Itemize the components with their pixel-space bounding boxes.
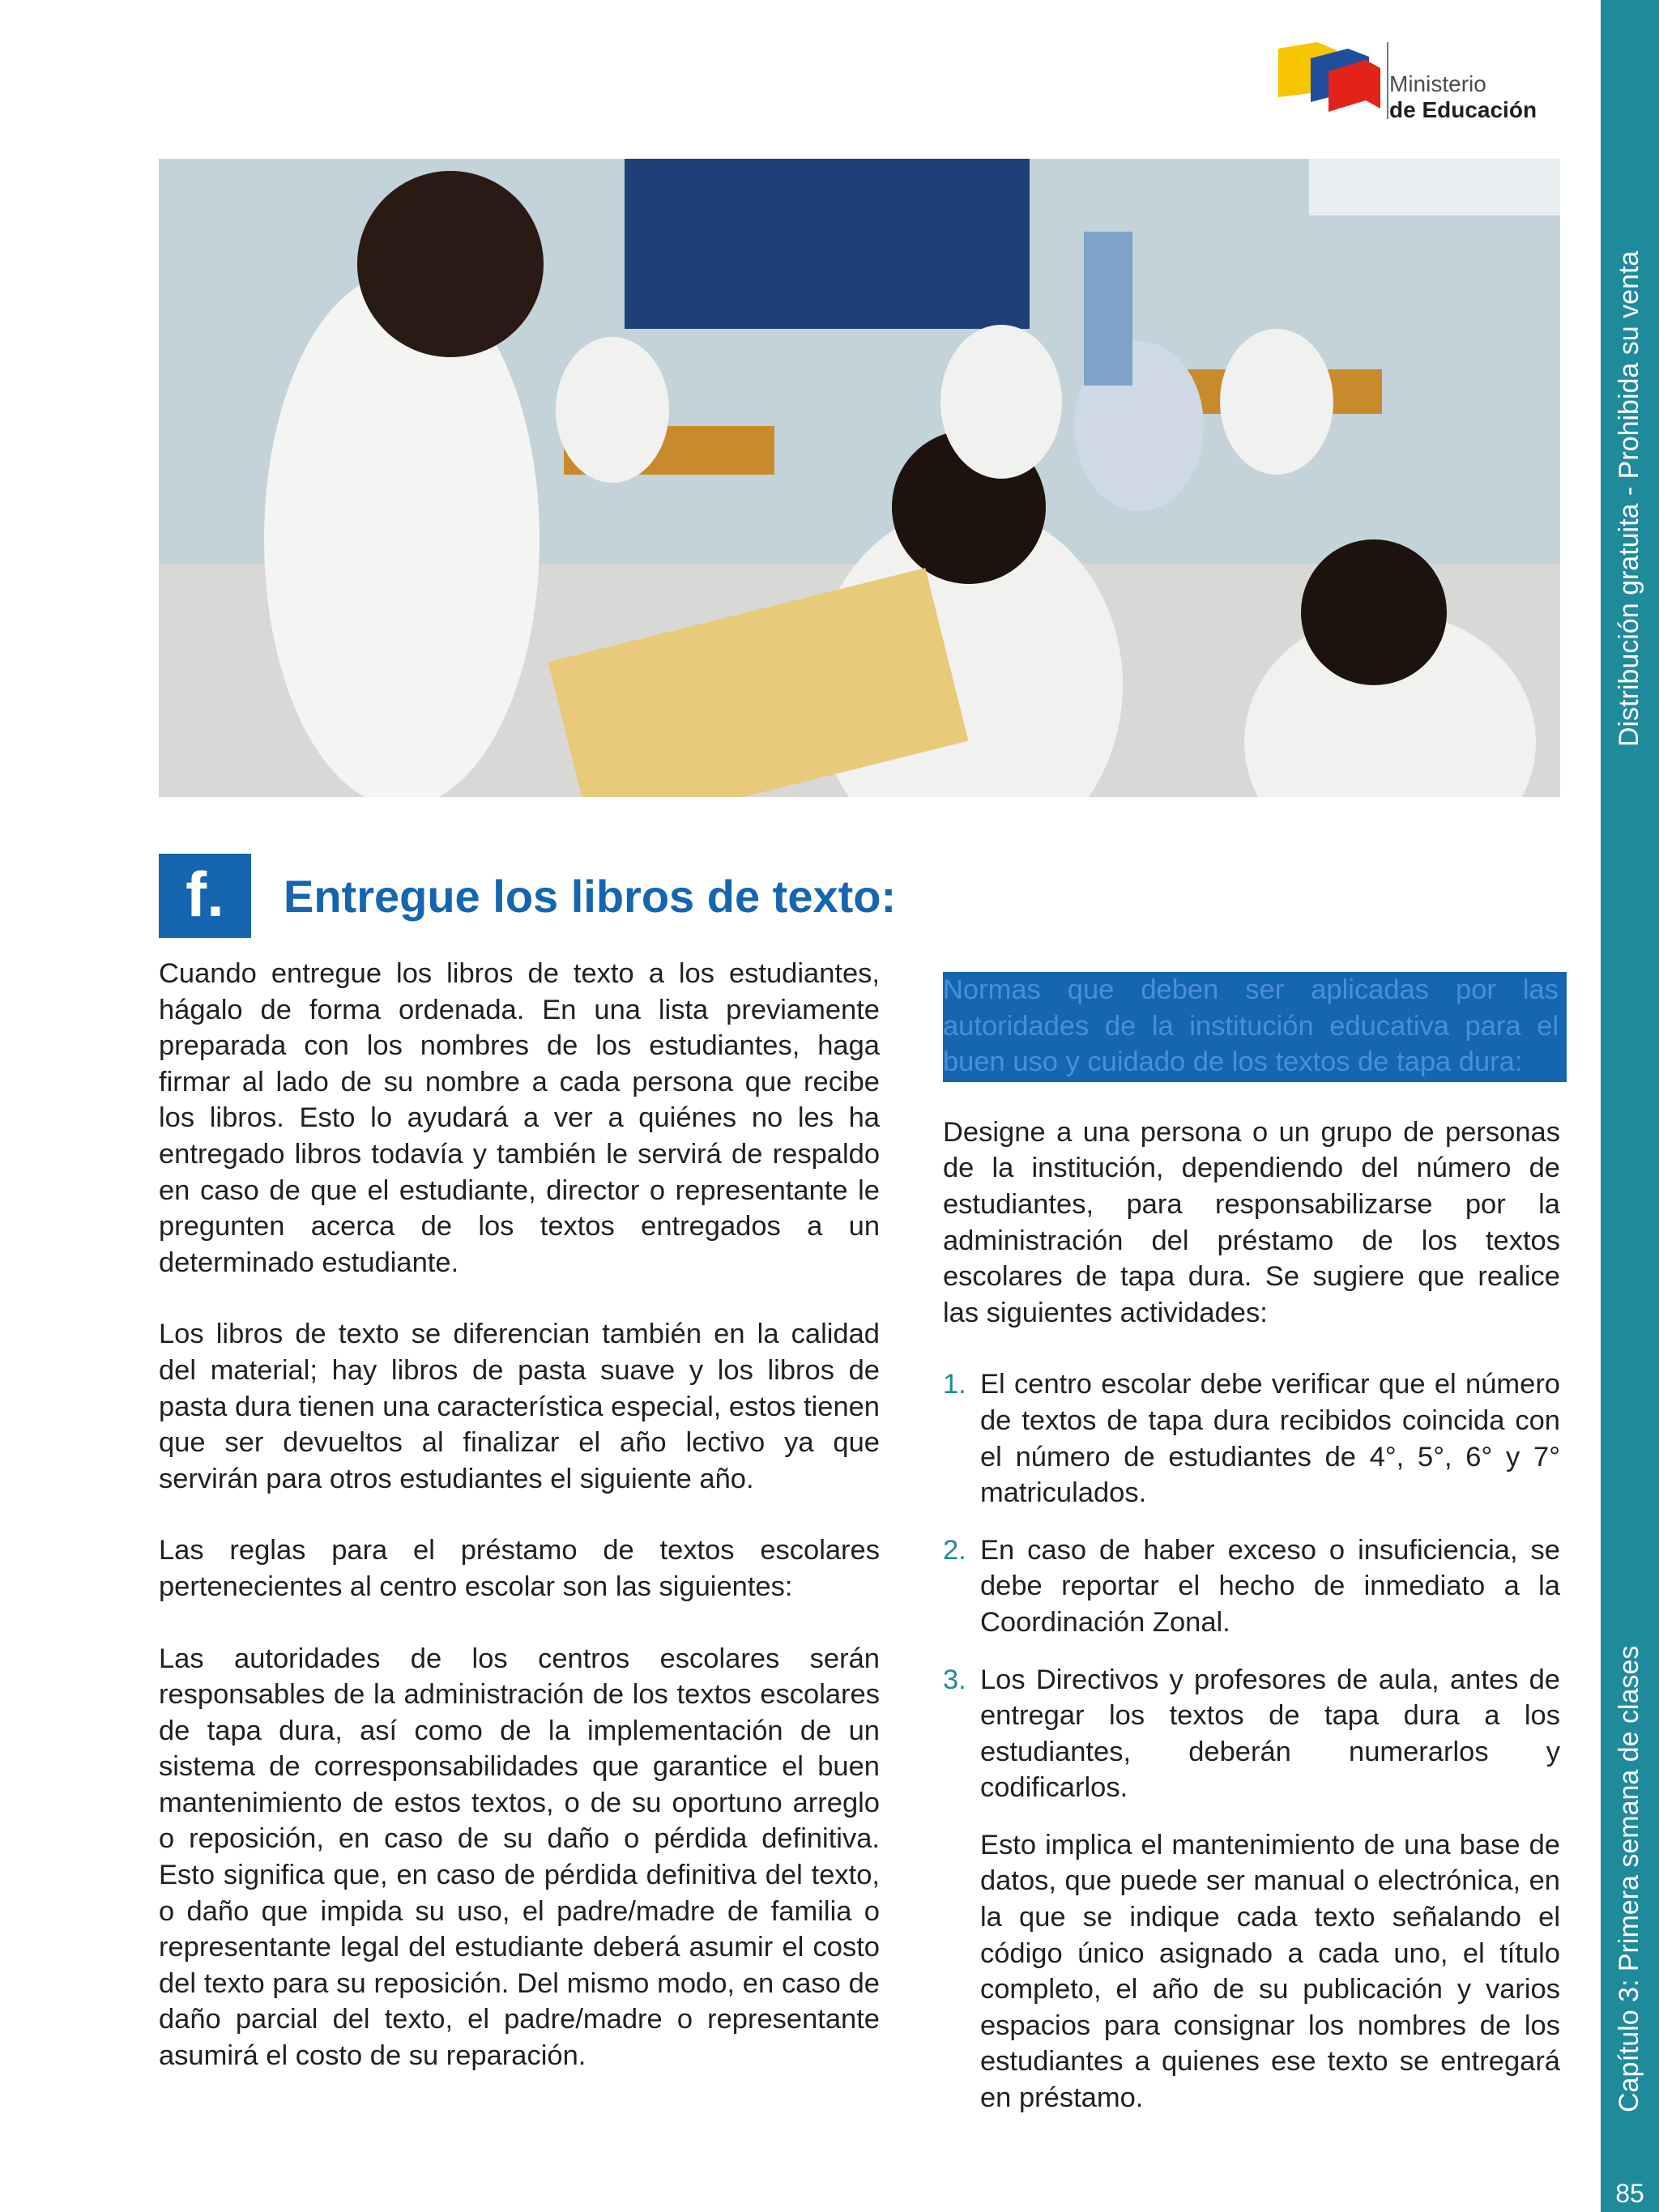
logo-text [1389,71,1537,123]
classroom-photo [159,159,1560,797]
list-text: El centro escolar debe verificar que el número de textos de tapa dura recibidos coincida con el número de estudiantes de 4°, 5°, 6° y 7° matriculados. [980,1369,1560,1509]
side-label-top: Distribución gratuita - Prohibida su venta [1614,250,1644,747]
section-title: Entregue los libros de texto: [284,871,897,922]
list-item [943,1662,1560,1806]
list-item [943,1532,1560,1641]
page-number: 85 [1615,2179,1644,2208]
left-paragraph-2: Los libros de texto se diferencian también en la calidad del material; hay libros de pasta suave y los libros de pasta dura tienen una característica especial, estos tienen que ser devueltos al finalizar el año lectivo ya que servirán para otros estudiantes el siguiente año. [159,1319,880,1494]
left-paragraph-4: Las autoridades de los centros escolares serán responsables de la administración de los textos escolares de tapa dura, así como de la implementación de un sistema de corresponsabilidades que garantice el buen mantenimiento de estos textos, o de su oportuno arreglo o reposición, en caso de su daño o pérdida definitiva. Esto significa que, en caso de pérdida definitiva del texto, o daño que impida su uso, el padre/madre de familia o representante legal del estudiante deberá asumir el costo del texto para su reposición. Del mismo modo, en caso de daño parcial del texto, el padre/madre o representante asumirá el costo de su reparación. [159,1643,880,2072]
left-paragraph-3: Las reglas para el préstamo de textos escolares pertenecientes al centro escolar son las siguientes: [159,1535,880,1602]
list-continuation: Esto implica el mantenimiento de una base de datos, que puede ser manual o electrónica, en la que se indique cada texto señalando el código único asignado a cada uno, el título completo, el año de su publicación y varios espacios para consignar los nombres de los estudiantes a quienes ese texto se entregará en préstamo. [980,1829,1560,2114]
list-text: Los Directivos y profesores de aula, antes de entregar los textos de tapa dura a los estudiantes, deberán numerarlos y codificarlos. [980,1664,1560,1804]
right-column [943,972,1560,2116]
right-intro: Designe a una persona o un grupo de personas de la institución, dependiendo del número de estudiantes, para responsabilizarse por la administración del préstamo de los textos escolares de tapa dura. Se sugiere que realice las siguientes actividades: [943,1116,1560,1328]
photo-girl-right-head [1301,539,1447,685]
photo-boy-1 [556,337,669,483]
list-number: 3. [943,1664,966,1695]
logo-line1: Ministerio [1389,71,1486,96]
logo-line2: de Educación [1389,97,1537,122]
section-letter-box: f. [159,854,251,938]
left-paragraph-1: Cuando entregue los libros de texto a los estudiantes, hágalo de forma ordenada. En una lista previamente preparada con los nombres de los estudiantes, haga firmar al lado de su nombre a cada persona que recibe los libros. Esto lo ayudará a ver a quiénes no les ha entregado libros todavía y también le servirá de respaldo en caso de que el estudiante, director o representante le pregunten acerca de los textos entregados a un determinado estudiante. [159,958,880,1278]
photo-boy-2 [940,325,1062,479]
photo-boy-3 [1220,329,1333,475]
list-item [943,1366,1560,1511]
photo-girl-left [264,272,539,797]
left-column [159,956,880,2110]
logo-divider [1387,42,1388,119]
photo-teacher [1084,232,1132,386]
photo-window [1309,159,1560,215]
list-text: En caso de haber exceso o insuficiencia, se debe reportar el hecho de inmediato a la Coordinación Zonal. [980,1534,1560,1638]
photo-girl-left-head [357,171,544,357]
photo-bulletin-board [625,159,1030,329]
side-label-bottom: Capítulo 3: Primera semana de clases [1614,1645,1644,2112]
list-number: 1. [943,1369,966,1400]
list-number: 2. [943,1534,966,1566]
callout-box: Normas que deben ser aplicadas por las autoridades de la institución educativa para el buen uso y cuidado de los textos de tapa dura: [943,972,1567,1082]
